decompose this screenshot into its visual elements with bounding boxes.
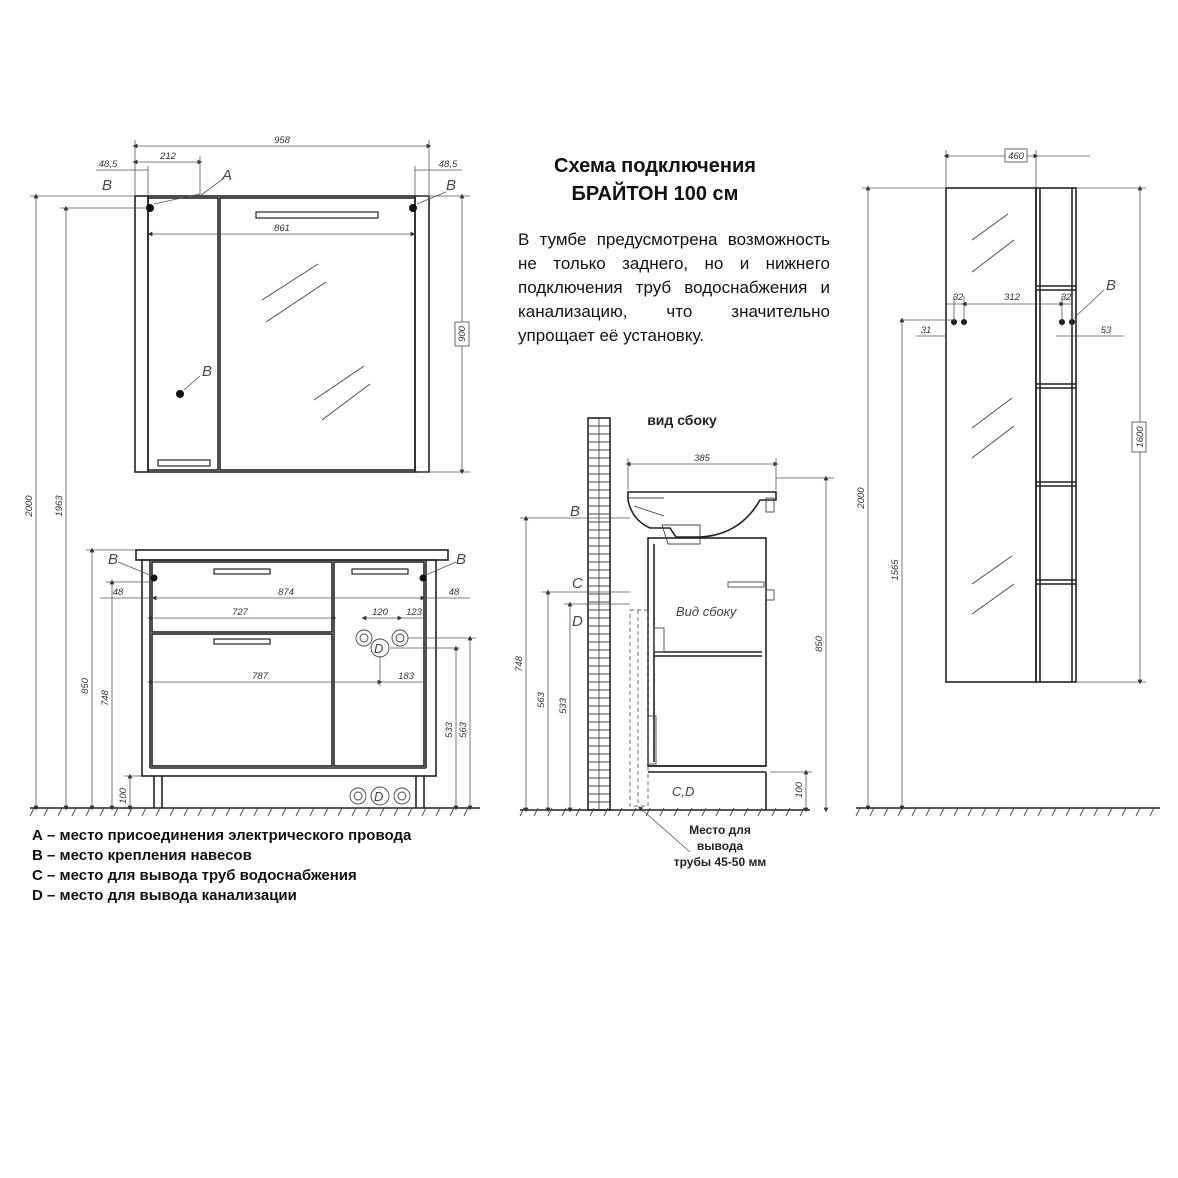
right-door-handle [352,569,408,574]
tall-height-dim: 1600 [1135,426,1146,448]
mirror-offset-a-dim: 212 [160,151,176,162]
tall-mirror-reflection-lines [972,214,1014,614]
side-legs-dim: 100 [794,782,805,798]
mirror-reflection-lines [262,264,370,420]
mirror-letter-b-left: B [102,177,113,194]
cabinet-h-563-dim: 563 [458,722,469,738]
mirror-left-margin-dim: 48,5 [98,159,118,170]
pipe-channel [630,610,648,806]
mirror-inner-dim: 861 [274,223,290,234]
pipe-note-line2: вывода [696,839,744,853]
side-letter-d: D [572,613,583,630]
cabinet-right-dim: 48 [448,587,460,598]
side-view-inside-label: Вид сбоку [676,604,737,619]
legend-item-d: D – место для вывода канализации [32,887,297,904]
mirror-width-dim: 958 [274,135,290,146]
diagram-title-line2: БРАЙТОН 100 см [571,183,739,205]
side-letter-c: C [572,575,583,592]
cabinet-h-533-dim: 533 [444,722,455,738]
lower-drawer-handle [214,639,270,644]
tall-width-dim: 460 [1008,151,1024,162]
cabinet-height-850-dim: 850 [80,678,91,694]
legend-item-c: С – место для вывода труб водоснабжения [32,867,357,884]
side-h-533-dim: 533 [558,698,569,714]
tall-hook-spacing-dim: 312 [1004,292,1020,303]
c-right-dim: 123 [406,607,422,618]
pipe-note-line3: трубы 45-50 мм [673,855,767,869]
mirror-light-bar [256,212,378,218]
tall-left-hook-dim: 32 [952,292,964,303]
tall-right-offset-dim: 53 [1100,325,1112,336]
mirror-letter-b-right: B [446,177,457,194]
side-h-563-dim: 563 [536,692,547,708]
vanity-right-door [334,562,424,766]
cabinet-legs-dim: 100 [118,788,129,804]
basin [628,492,776,537]
vanity-letter-d: D [374,641,384,656]
mirror-outer-frame [135,196,429,472]
hook-height-dim: 1963 [54,495,65,517]
drawer-width-dim: 727 [232,607,248,618]
side-view-title: вид сбоку [647,412,717,428]
mirror-right-margin-dim: 48,5 [438,159,458,170]
side-h-748-dim: 748 [514,656,525,672]
cabinet-letter-b-left: B [108,551,119,568]
diagram-title [520,152,790,208]
side-depth-dim: 385 [694,453,710,464]
upper-drawer-handle [214,569,270,574]
pipe-note-line1: Место для [689,823,751,837]
cabinet-letter-b-right: B [456,551,467,568]
vanity-lower-drawer [152,634,332,766]
mirror-letter-b-inner: B [202,363,213,380]
total-height-dim: 2000 [24,495,35,517]
mirror-letter-a: A [222,167,233,184]
legend-item-b: В – место крепления навесов [32,847,252,864]
vanity-hook-left [151,575,158,582]
mirror-hook-right [409,204,417,212]
left-overall-dims [24,196,148,808]
brick-wall [588,418,610,810]
tall-letter-b: B [1106,277,1117,294]
cabinet-height-748-dim: 748 [100,690,111,706]
floor-letter-d: D [374,789,384,804]
tall-left-offset-dim: 31 [920,325,932,336]
mirror-mount-point [176,390,184,398]
side-view-floor-label: C,D [672,784,695,799]
mirror-door-handle [158,460,210,466]
vanity-cabinet [80,550,476,808]
vanity-top [136,550,448,560]
tall-total-dim: 2000 [856,487,867,509]
tall-hook-height-dim: 1565 [890,559,901,581]
legend-item-a: А – место присоединения электрического провода [32,827,412,844]
side-height-dim: 850 [814,636,825,652]
description-text: В тумбе предусмотрена возможность не только заднего, но и нижнего подключения труб водоснабжения и канализацию, что значительно упрощает её установку. [518,230,830,345]
mirror-height-dim: 900 [457,326,468,342]
c-gap-dim: 120 [372,607,388,618]
hook-spacing-dim: 874 [278,587,294,598]
tall-cabinet-shelves [1036,188,1076,682]
mirror-left-door [148,198,218,470]
lower-width-dim: 787 [252,671,268,682]
diagram-title-line1: Схема подключения [554,155,756,177]
side-letter-b: B [570,503,581,520]
mirror-cabinet [96,135,470,472]
cabinet-left-dim: 48 [112,587,124,598]
side-view [514,412,834,869]
d-right-dim: 183 [398,671,414,682]
mirror-glass-panel [220,198,415,470]
vanity-hook-right [420,575,427,582]
tall-cabinet-front [946,188,1036,682]
tall-cabinet [856,149,1160,808]
legend [32,826,411,906]
tall-right-hook-dim: 32 [1060,292,1072,303]
